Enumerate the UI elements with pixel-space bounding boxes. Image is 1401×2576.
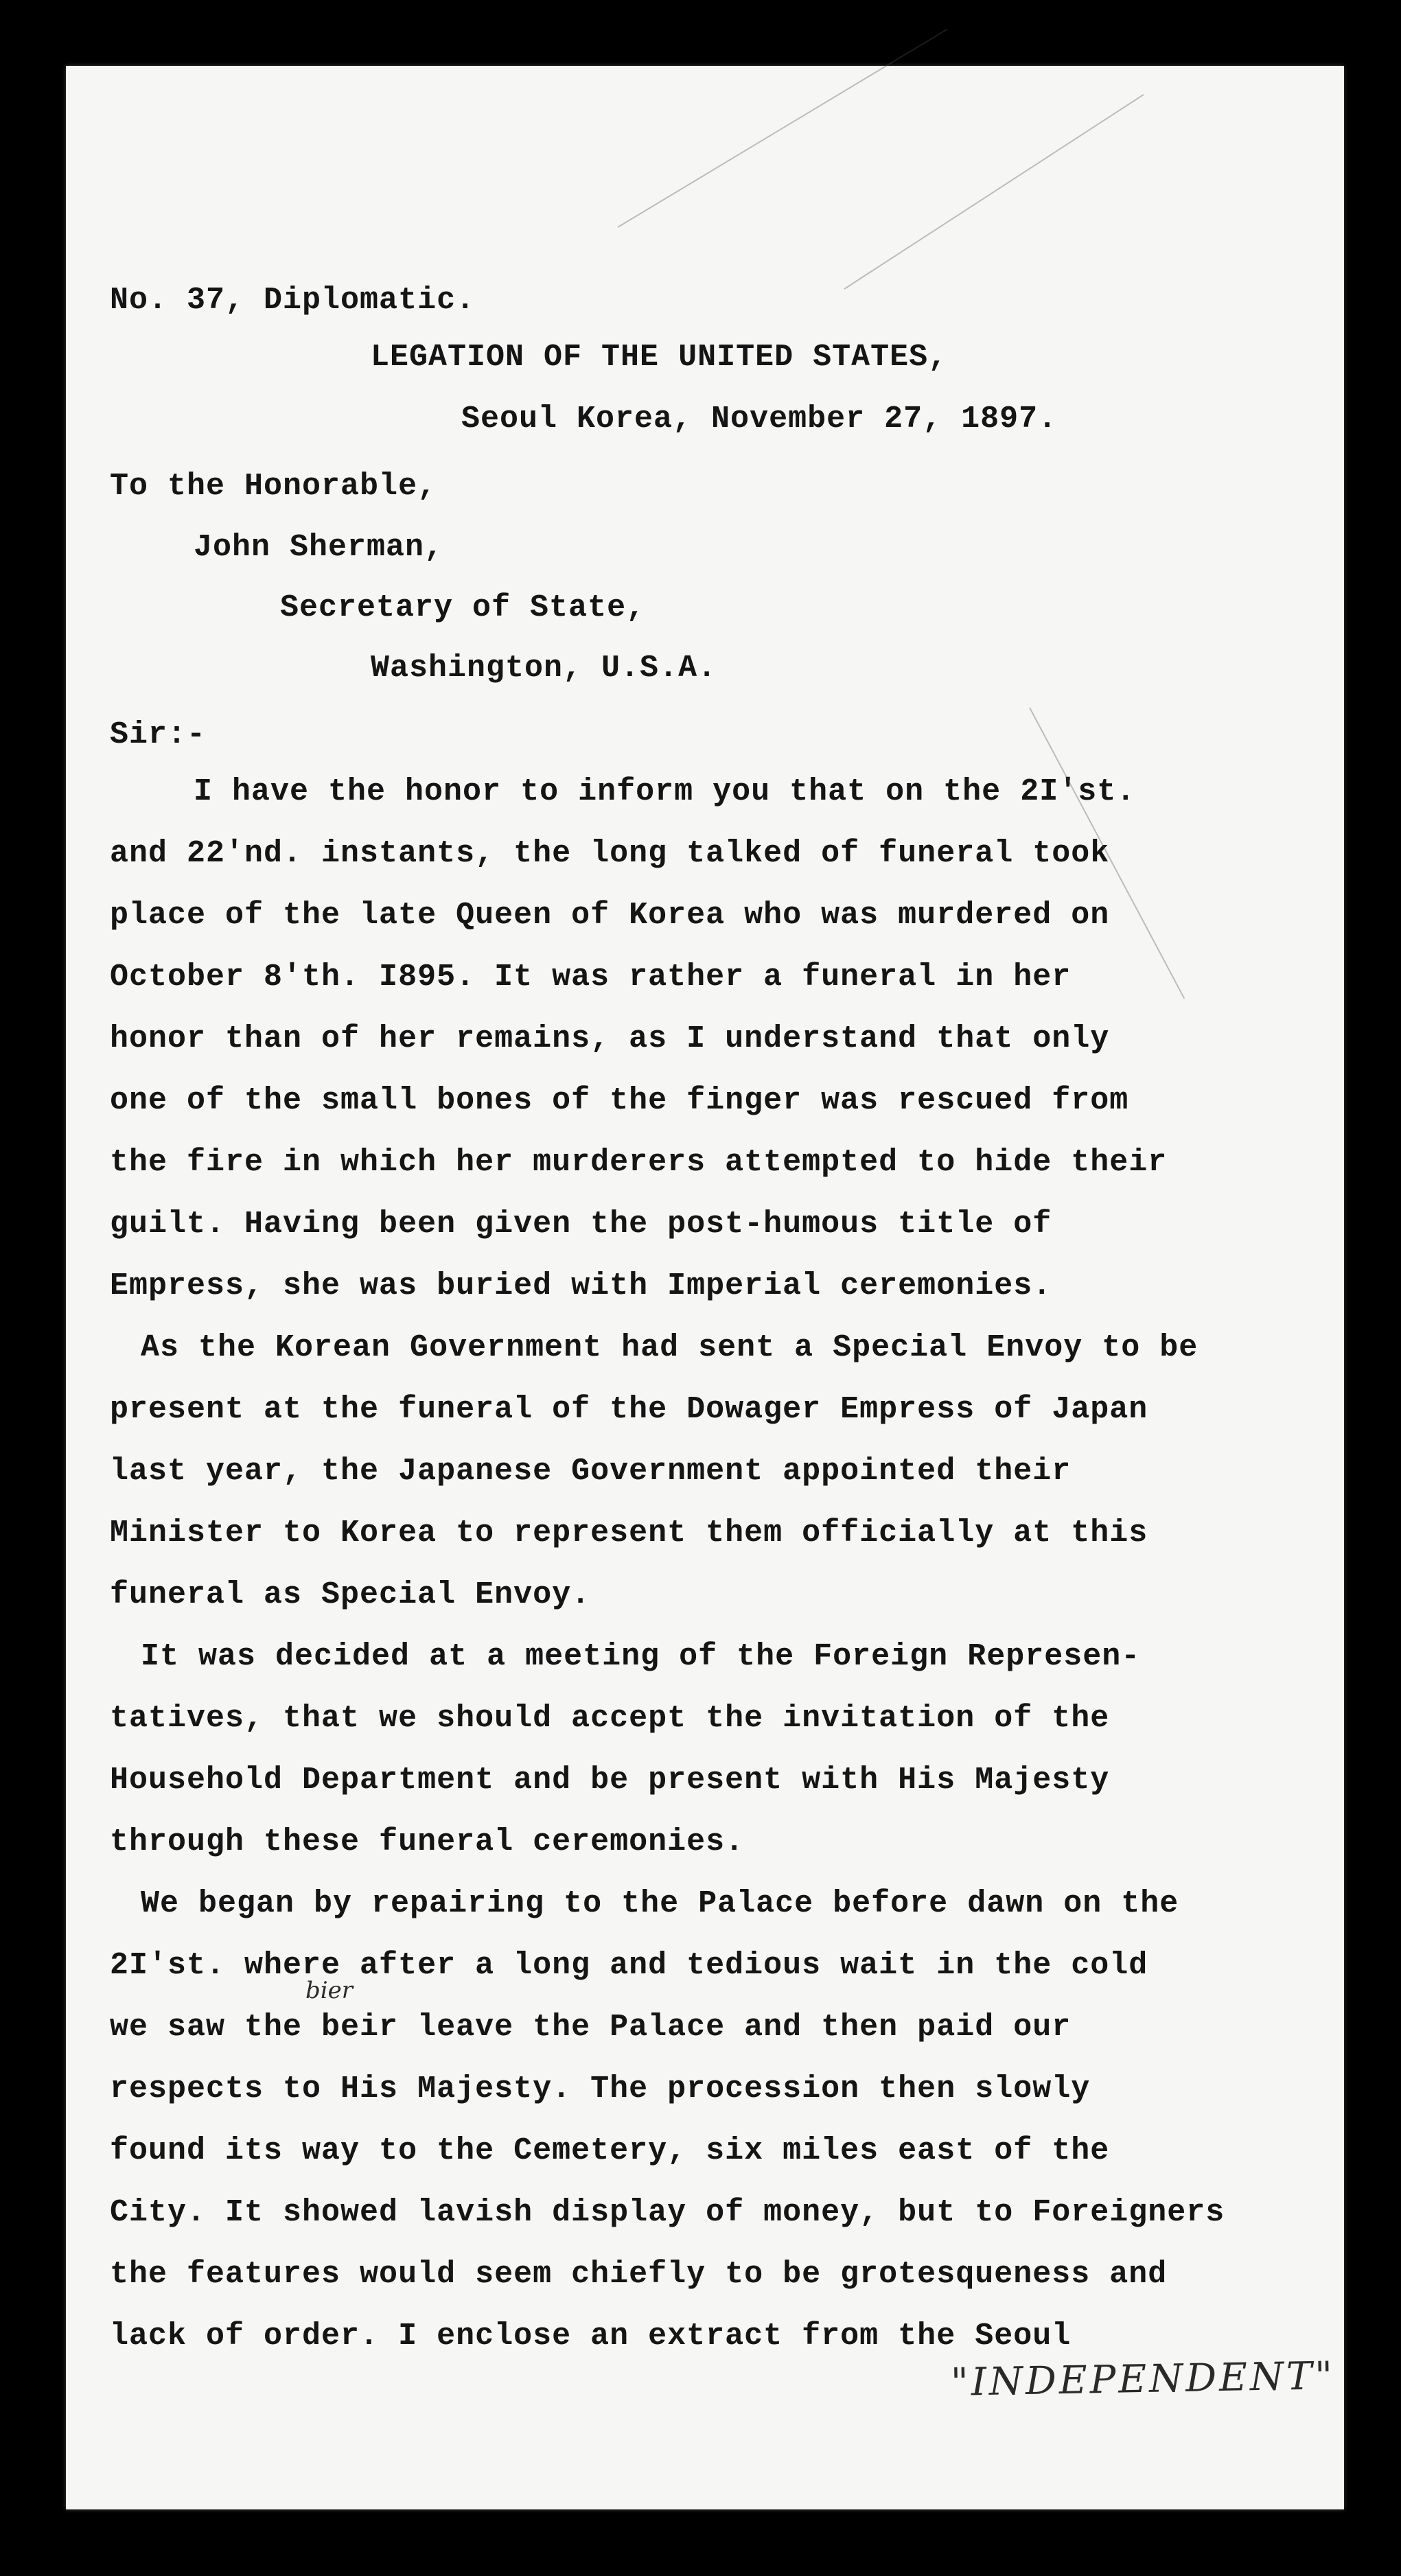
body-line: As the Korean Government had sent a Special Envoy to be [141,1330,1199,1365]
body-line: 2I'st. where after a long and tedious wait in the cold [110,1948,1148,1983]
body-line: City. It showed lavish display of money, but to Foreigners [110,2195,1225,2230]
body-line: respects to His Majesty. The procession then slowly [110,2072,1091,2107]
recipient-location: Washington, U.S.A. [371,651,717,686]
body-line: and 22'nd. instants, the long talked of funeral took [110,836,1110,871]
body-line: the features would seem chiefly to be grotesqueness and [110,2257,1168,2292]
body-line: found its way to the Cemetery, six miles east of the [110,2133,1110,2168]
salutation-honorable: To the Honorable, [110,469,437,504]
body-line: through these funeral ceremonies. [110,1824,745,1859]
letter-number: No. 37, Diplomatic. [110,283,476,318]
body-line: tatives, that we should accept the invitation of the [110,1701,1110,1736]
place-date: Seoul Korea, November 27, 1897. [461,402,1058,437]
body-line: It was decided at a meeting of the Foreign Represen- [141,1639,1141,1674]
body-line: Household Department and be present with His Majesty [110,1763,1110,1798]
body-line: funeral as Special Envoy. [110,1577,591,1612]
body-line: present at the funeral of the Dowager Empress of Japan [110,1392,1148,1427]
recipient-name: John Sherman, [194,530,444,565]
body-line: we saw the beir leave the Palace and then paid our [110,2010,1072,2045]
recipient-title: Secretary of State, [280,590,646,625]
handwritten-closing: "INDEPENDENT" [950,2354,1336,2405]
body-line: honor than of her remains, as I understand that only [110,1021,1110,1056]
greeting: Sir:- [110,717,207,752]
legation-heading: LEGATION OF THE UNITED STATES, [371,340,948,375]
handwritten-correction: bier [305,1977,354,2004]
body-line: guilt. Having been given the post-humous title of [110,1207,1052,1242]
body-line: I have the honor to inform you that on the 2I'st. [194,774,1136,809]
body-line: place of the late Queen of Korea who was murdered on [110,898,1110,933]
body-line: We began by repairing to the Palace before dawn on the [141,1886,1179,1921]
body-line: October 8'th. I895. It was rather a funeral in her [110,960,1072,995]
body-line: lack of order. I enclose an extract from the Seoul [110,2319,1072,2354]
body-line: Minister to Korea to represent them officially at this [110,1516,1148,1551]
body-line: one of the small bones of the finger was rescued from [110,1083,1129,1118]
body-line: Empress, she was buried with Imperial ceremonies. [110,1268,1052,1303]
body-line: last year, the Japanese Government appointed their [110,1454,1072,1489]
body-line: the fire in which her murderers attempted to hide their [110,1145,1168,1180]
